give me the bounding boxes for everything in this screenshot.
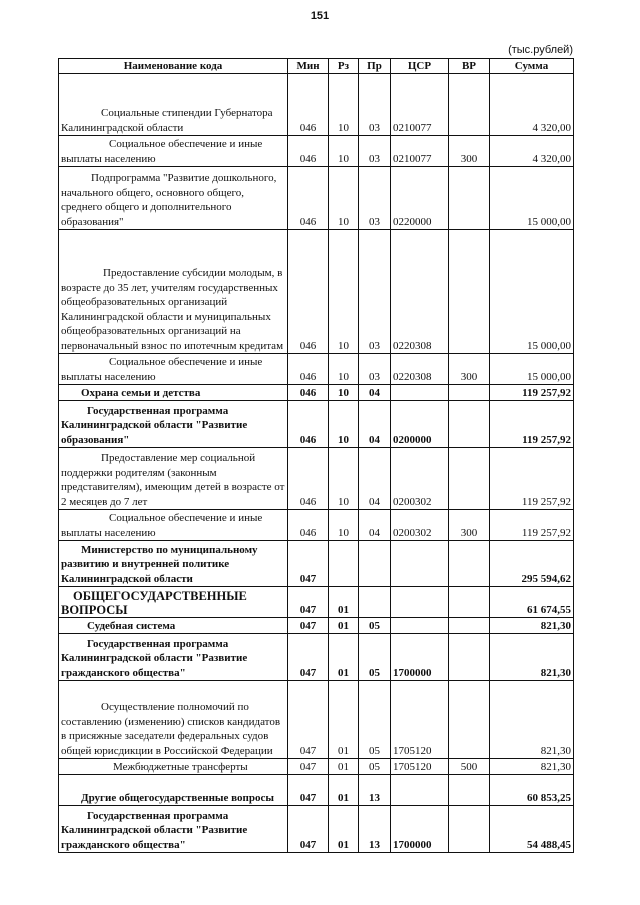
- row-vr: [449, 775, 490, 806]
- row-rz: 01: [329, 806, 359, 853]
- row-min: 047: [288, 634, 329, 681]
- row-min: 047: [288, 806, 329, 853]
- table-row: [59, 681, 574, 759]
- table-row: [59, 510, 574, 541]
- row-vr: [449, 634, 490, 681]
- row-vr: [449, 167, 490, 230]
- row-name: Другие общегосударственные вопросы: [59, 775, 288, 806]
- row-vr: [449, 618, 490, 634]
- header-min: Мин: [288, 59, 329, 74]
- row-name: Предоставление мер социальной поддержки родителям (законным представителям), имеющим детей в возрасте от 2 месяцев до 7 лет: [59, 448, 288, 510]
- row-name: Министерство по муниципальному развитию и внутренней политике Калининградской области: [59, 541, 288, 587]
- row-vr: [449, 230, 490, 354]
- table-row: [59, 759, 574, 775]
- units-label: (тыс.рублей): [508, 44, 573, 56]
- row-name: Охрана семьи и детства: [59, 385, 288, 401]
- row-min: 047: [288, 759, 329, 775]
- row-rz: 01: [329, 681, 359, 759]
- row-csr: 1705120: [391, 681, 449, 759]
- row-vr: [449, 587, 490, 618]
- row-min: 046: [288, 385, 329, 401]
- row-vr: [449, 401, 490, 448]
- row-vr: 300: [449, 136, 490, 167]
- row-min: 046: [288, 74, 329, 136]
- row-pr: 05: [359, 634, 391, 681]
- row-name: Осуществление полномочий по составлению (изменению) списков кандидатов в присяжные заседатели федеральных судов общей юрисдикции в Российской Федерации: [59, 681, 288, 759]
- row-csr: 0220000: [391, 167, 449, 230]
- row-sum: 821,30: [490, 759, 574, 775]
- table-header-row: [59, 59, 574, 74]
- table-row: [59, 775, 574, 806]
- table-row: [59, 448, 574, 510]
- table-row: [59, 618, 574, 634]
- row-min: 047: [288, 541, 329, 587]
- row-sum: 4 320,00: [490, 74, 574, 136]
- row-rz: 10: [329, 354, 359, 385]
- row-name: Социальное обеспечение и иные выплаты населению: [59, 510, 288, 541]
- row-vr: 300: [449, 510, 490, 541]
- table-row: [59, 401, 574, 448]
- row-pr: 03: [359, 74, 391, 136]
- row-pr: 04: [359, 401, 391, 448]
- row-name: ОБЩЕГОСУДАРСТВЕННЫЕ ВОПРОСЫ: [59, 587, 288, 618]
- table-row: [59, 385, 574, 401]
- row-min: 046: [288, 167, 329, 230]
- row-csr: 0210077: [391, 74, 449, 136]
- row-rz: 10: [329, 74, 359, 136]
- row-min: 047: [288, 618, 329, 634]
- row-pr: 03: [359, 136, 391, 167]
- row-sum: 295 594,62: [490, 541, 574, 587]
- header-pr: Пр: [359, 59, 391, 74]
- row-sum: 821,30: [490, 634, 574, 681]
- row-pr: 13: [359, 806, 391, 853]
- row-csr: 0200302: [391, 448, 449, 510]
- row-sum: 821,30: [490, 618, 574, 634]
- row-pr: 05: [359, 618, 391, 634]
- row-pr: 04: [359, 448, 391, 510]
- header-name: Наименование кода: [59, 59, 288, 74]
- row-pr: [359, 587, 391, 618]
- table-row: [59, 167, 574, 230]
- row-csr: 0220308: [391, 354, 449, 385]
- row-vr: [449, 385, 490, 401]
- row-name: Подпрограмма "Развитие дошкольного, начального общего, основного общего, среднего общего и дополнительного образования": [59, 167, 288, 230]
- row-sum: 15 000,00: [490, 230, 574, 354]
- row-csr: 1700000: [391, 634, 449, 681]
- row-name: Межбюджетные трансферты: [59, 759, 288, 775]
- row-csr: [391, 775, 449, 806]
- table-row: [59, 587, 574, 618]
- row-pr: 03: [359, 167, 391, 230]
- row-vr: [449, 448, 490, 510]
- row-rz: 01: [329, 634, 359, 681]
- table-row: [59, 354, 574, 385]
- table-row: [59, 806, 574, 853]
- row-csr: 0220308: [391, 230, 449, 354]
- row-min: 047: [288, 681, 329, 759]
- row-sum: 15 000,00: [490, 354, 574, 385]
- header-vr: ВР: [449, 59, 490, 74]
- header-rz: Рз: [329, 59, 359, 74]
- row-rz: 10: [329, 385, 359, 401]
- row-name: Государственная программа Калининградской области "Развитие образования": [59, 401, 288, 448]
- row-min: 047: [288, 587, 329, 618]
- row-sum: 119 257,92: [490, 401, 574, 448]
- row-rz: 10: [329, 167, 359, 230]
- row-pr: 03: [359, 230, 391, 354]
- row-rz: 10: [329, 448, 359, 510]
- row-name: Государственная программа Калининградской области "Развитие гражданского общества": [59, 806, 288, 853]
- row-vr: [449, 681, 490, 759]
- row-csr: 0210077: [391, 136, 449, 167]
- header-csr: ЦСР: [391, 59, 449, 74]
- row-pr: [359, 541, 391, 587]
- row-csr: 0200302: [391, 510, 449, 541]
- row-name: Судебная система: [59, 618, 288, 634]
- row-vr: 300: [449, 354, 490, 385]
- table-row: [59, 541, 574, 587]
- row-sum: 60 853,25: [490, 775, 574, 806]
- row-pr: 05: [359, 681, 391, 759]
- row-csr: [391, 385, 449, 401]
- row-min: 047: [288, 775, 329, 806]
- row-csr: 0200000: [391, 401, 449, 448]
- row-sum: 4 320,00: [490, 136, 574, 167]
- row-rz: 01: [329, 775, 359, 806]
- row-vr: [449, 806, 490, 853]
- row-min: 046: [288, 354, 329, 385]
- row-min: 046: [288, 230, 329, 354]
- row-rz: 10: [329, 230, 359, 354]
- row-name: Социальное обеспечение и иные выплаты населению: [59, 354, 288, 385]
- page-number: 151: [310, 10, 330, 22]
- row-pr: 04: [359, 385, 391, 401]
- header-sum: Сумма: [490, 59, 574, 74]
- row-sum: 54 488,45: [490, 806, 574, 853]
- row-sum: 119 257,92: [490, 510, 574, 541]
- row-pr: 05: [359, 759, 391, 775]
- row-sum: 119 257,92: [490, 385, 574, 401]
- row-csr: [391, 587, 449, 618]
- row-vr: [449, 541, 490, 587]
- row-csr: 1700000: [391, 806, 449, 853]
- budget-table: [58, 58, 574, 853]
- row-name: Предоставление субсидии молодым, в возрасте до 35 лет, учителям государственных общеобразовательных организаций Калининградской области и муниципальных общеобразовательных организаций на первоначальный взнос по ипотечным кредитам: [59, 230, 288, 354]
- table-row: [59, 634, 574, 681]
- row-name: Государственная программа Калининградской области "Развитие гражданского общества": [59, 634, 288, 681]
- table-row: [59, 74, 574, 136]
- row-csr: [391, 618, 449, 634]
- row-name: Социальные стипендии Губернатора Калининградской области: [59, 74, 288, 136]
- row-min: 046: [288, 510, 329, 541]
- row-rz: 01: [329, 759, 359, 775]
- row-rz: 10: [329, 136, 359, 167]
- row-csr: [391, 541, 449, 587]
- row-min: 046: [288, 136, 329, 167]
- row-vr: 500: [449, 759, 490, 775]
- row-pr: 03: [359, 354, 391, 385]
- row-sum: 61 674,55: [490, 587, 574, 618]
- row-vr: [449, 74, 490, 136]
- row-min: 046: [288, 401, 329, 448]
- row-rz: 10: [329, 510, 359, 541]
- row-name: Социальное обеспечение и иные выплаты населению: [59, 136, 288, 167]
- table-row: [59, 230, 574, 354]
- row-rz: 01: [329, 587, 359, 618]
- row-pr: 04: [359, 510, 391, 541]
- row-min: 046: [288, 448, 329, 510]
- row-rz: 01: [329, 618, 359, 634]
- row-pr: 13: [359, 775, 391, 806]
- row-sum: 821,30: [490, 681, 574, 759]
- row-rz: 10: [329, 401, 359, 448]
- row-sum: 119 257,92: [490, 448, 574, 510]
- table-row: [59, 136, 574, 167]
- row-sum: 15 000,00: [490, 167, 574, 230]
- row-rz: [329, 541, 359, 587]
- row-csr: 1705120: [391, 759, 449, 775]
